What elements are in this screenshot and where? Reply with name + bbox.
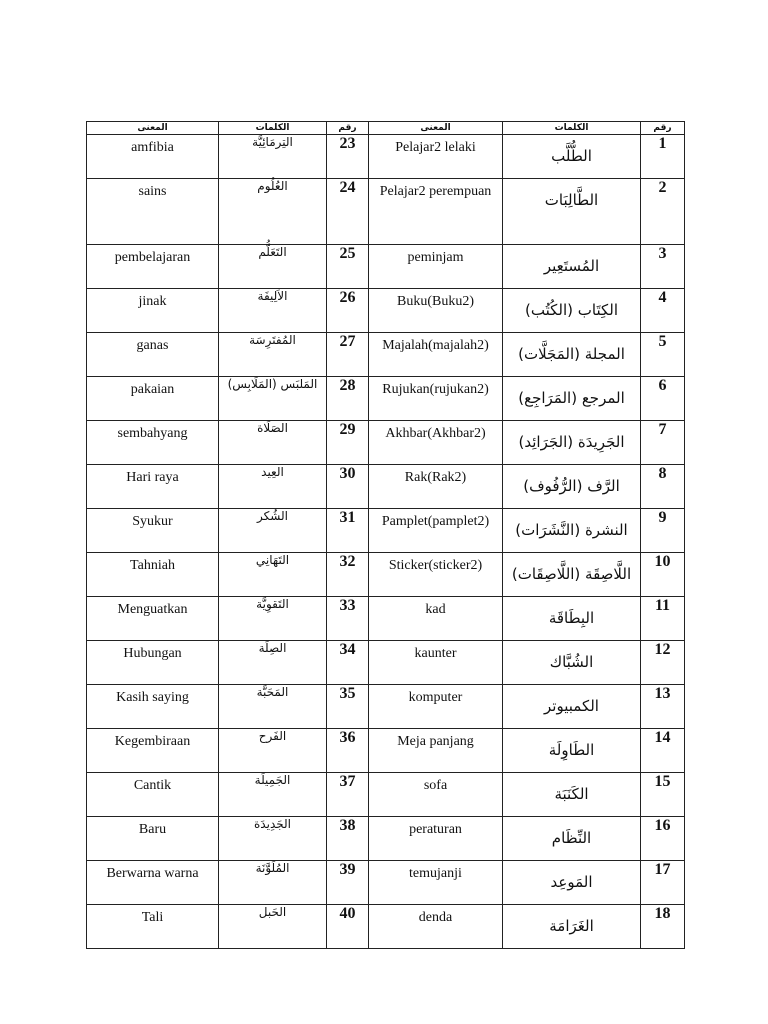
- right-number-cell: 18: [641, 905, 685, 949]
- right-number-cell: 17: [641, 861, 685, 905]
- left-meaning-cell: Cantik: [87, 773, 219, 817]
- left-arabic-word-cell: المُلَوَّنَة: [219, 861, 327, 905]
- right-meaning-cell: temujanji: [369, 861, 503, 905]
- left-arabic-word-cell: التَهَانِي: [219, 553, 327, 597]
- header-words-right: الكلمات: [503, 122, 641, 135]
- left-number-cell: 36: [327, 729, 369, 773]
- right-number-cell: 1: [641, 135, 685, 179]
- left-number-cell: 30: [327, 465, 369, 509]
- left-meaning-cell: sains: [87, 179, 219, 245]
- table-row: [87, 773, 685, 817]
- right-number-cell: 9: [641, 509, 685, 553]
- right-meaning-cell: Rak(Rak2): [369, 465, 503, 509]
- table-row: [87, 509, 685, 553]
- left-arabic-word-cell: التِرمَائِيَّة: [219, 135, 327, 179]
- left-number-cell: 28: [327, 377, 369, 421]
- left-arabic-word-cell: المَلبَس (المَلَابِس): [219, 377, 327, 421]
- right-arabic-word-cell: المجلة (المَجَلَّات): [503, 333, 641, 377]
- table-row: [87, 685, 685, 729]
- left-meaning-cell: jinak: [87, 289, 219, 333]
- table-row: [87, 333, 685, 377]
- table-row: [87, 553, 685, 597]
- header-meaning-left: المعنى: [87, 122, 219, 135]
- left-meaning-cell: Syukur: [87, 509, 219, 553]
- left-number-cell: 38: [327, 817, 369, 861]
- left-arabic-word-cell: الجَمِيلَة: [219, 773, 327, 817]
- left-meaning-cell: pembelajaran: [87, 245, 219, 289]
- left-arabic-word-cell: العُلُوم: [219, 179, 327, 245]
- right-number-cell: 7: [641, 421, 685, 465]
- left-arabic-word-cell: المَحَبَّة: [219, 685, 327, 729]
- table-header-row: [87, 122, 685, 135]
- table-row: [87, 421, 685, 465]
- left-number-cell: 37: [327, 773, 369, 817]
- left-meaning-cell: Tali: [87, 905, 219, 949]
- right-meaning-cell: komputer: [369, 685, 503, 729]
- right-arabic-word-cell: المرجع (المَرَاجِع): [503, 377, 641, 421]
- left-meaning-cell: Tahniah: [87, 553, 219, 597]
- table-row: [87, 729, 685, 773]
- right-arabic-word-cell: الكِتَاب (الكُتُب): [503, 289, 641, 333]
- left-meaning-cell: Kegembiraan: [87, 729, 219, 773]
- left-arabic-word-cell: الجَدِيدَة: [219, 817, 327, 861]
- left-number-cell: 33: [327, 597, 369, 641]
- left-meaning-cell: sembahyang: [87, 421, 219, 465]
- right-meaning-cell: Akhbar(Akhbar2): [369, 421, 503, 465]
- right-arabic-word-cell: البِطَاقَة: [503, 597, 641, 641]
- left-meaning-cell: Baru: [87, 817, 219, 861]
- left-meaning-cell: Hari raya: [87, 465, 219, 509]
- right-number-cell: 15: [641, 773, 685, 817]
- table-row: [87, 817, 685, 861]
- table-row: [87, 135, 685, 179]
- left-number-cell: 32: [327, 553, 369, 597]
- table-row: [87, 861, 685, 905]
- header-meaning-right: المعنى: [369, 122, 503, 135]
- right-number-cell: 10: [641, 553, 685, 597]
- right-meaning-cell: Rujukan(rujukan2): [369, 377, 503, 421]
- table-row: [87, 179, 685, 245]
- right-number-cell: 3: [641, 245, 685, 289]
- left-number-cell: 35: [327, 685, 369, 729]
- right-arabic-word-cell: الشُبَّاك: [503, 641, 641, 685]
- right-arabic-word-cell: الكمبيوتر: [503, 685, 641, 729]
- right-arabic-word-cell: النشرة (النَّشَرَات): [503, 509, 641, 553]
- right-arabic-word-cell: الرَّف (الرُّفُوف): [503, 465, 641, 509]
- right-meaning-cell: denda: [369, 905, 503, 949]
- left-number-cell: 26: [327, 289, 369, 333]
- left-meaning-cell: Menguatkan: [87, 597, 219, 641]
- right-number-cell: 14: [641, 729, 685, 773]
- right-meaning-cell: Pamplet(pamplet2): [369, 509, 503, 553]
- right-meaning-cell: peraturan: [369, 817, 503, 861]
- right-meaning-cell: peminjam: [369, 245, 503, 289]
- left-arabic-word-cell: الفَرح: [219, 729, 327, 773]
- left-meaning-cell: Kasih saying: [87, 685, 219, 729]
- left-arabic-word-cell: الاَلِيفَة: [219, 289, 327, 333]
- right-arabic-word-cell: الكَنَبَة: [503, 773, 641, 817]
- header-words-left: الكلمات: [219, 122, 327, 135]
- right-number-cell: 12: [641, 641, 685, 685]
- right-meaning-cell: Pelajar2 lelaki: [369, 135, 503, 179]
- header-number-right: رقم: [641, 122, 685, 135]
- left-meaning-cell: amfibia: [87, 135, 219, 179]
- right-arabic-word-cell: اللَّاصِقَة (اللَّاصِقَات): [503, 553, 641, 597]
- right-number-cell: 2: [641, 179, 685, 245]
- table-row: [87, 289, 685, 333]
- left-number-cell: 31: [327, 509, 369, 553]
- right-arabic-word-cell: الطَّالِبَات: [503, 179, 641, 245]
- left-arabic-word-cell: التَقوِيَّة: [219, 597, 327, 641]
- right-number-cell: 4: [641, 289, 685, 333]
- left-meaning-cell: pakaian: [87, 377, 219, 421]
- right-meaning-cell: kad: [369, 597, 503, 641]
- header-number-left: رقم: [327, 122, 369, 135]
- table-row: [87, 377, 685, 421]
- left-arabic-word-cell: الشُكر: [219, 509, 327, 553]
- left-arabic-word-cell: المُفتَرِسَة: [219, 333, 327, 377]
- right-number-cell: 6: [641, 377, 685, 421]
- left-arabic-word-cell: الصَلَاة: [219, 421, 327, 465]
- left-arabic-word-cell: العِيد: [219, 465, 327, 509]
- left-number-cell: 27: [327, 333, 369, 377]
- right-meaning-cell: Majalah(majalah2): [369, 333, 503, 377]
- left-meaning-cell: Hubungan: [87, 641, 219, 685]
- right-meaning-cell: Sticker(sticker2): [369, 553, 503, 597]
- right-number-cell: 8: [641, 465, 685, 509]
- right-meaning-cell: Pelajar2 perempuan: [369, 179, 503, 245]
- right-arabic-word-cell: الطُّلَّب: [503, 135, 641, 179]
- left-number-cell: 34: [327, 641, 369, 685]
- table-row: [87, 641, 685, 685]
- left-meaning-cell: ganas: [87, 333, 219, 377]
- left-number-cell: 24: [327, 179, 369, 245]
- table-body: [87, 135, 685, 949]
- right-number-cell: 11: [641, 597, 685, 641]
- left-meaning-cell: Berwarna warna: [87, 861, 219, 905]
- right-arabic-word-cell: المَوعِد: [503, 861, 641, 905]
- right-meaning-cell: Buku(Buku2): [369, 289, 503, 333]
- right-arabic-word-cell: الطَاوِلَة: [503, 729, 641, 773]
- table-row: [87, 465, 685, 509]
- right-arabic-word-cell: الجَرِيدَة (الجَرَائِد): [503, 421, 641, 465]
- left-number-cell: 39: [327, 861, 369, 905]
- right-number-cell: 16: [641, 817, 685, 861]
- right-meaning-cell: sofa: [369, 773, 503, 817]
- vocabulary-table: [86, 121, 685, 949]
- right-meaning-cell: kaunter: [369, 641, 503, 685]
- right-number-cell: 13: [641, 685, 685, 729]
- left-arabic-word-cell: التَعَلُّم: [219, 245, 327, 289]
- right-arabic-word-cell: الغَرَامَة: [503, 905, 641, 949]
- table-row: [87, 597, 685, 641]
- left-arabic-word-cell: الحَبل: [219, 905, 327, 949]
- right-arabic-word-cell: المُستَعِير: [503, 245, 641, 289]
- table-row: [87, 905, 685, 949]
- left-number-cell: 25: [327, 245, 369, 289]
- right-arabic-word-cell: النِّظَام: [503, 817, 641, 861]
- table-row: [87, 245, 685, 289]
- left-arabic-word-cell: الصِلَة: [219, 641, 327, 685]
- left-number-cell: 29: [327, 421, 369, 465]
- left-number-cell: 40: [327, 905, 369, 949]
- left-number-cell: 23: [327, 135, 369, 179]
- right-meaning-cell: Meja panjang: [369, 729, 503, 773]
- right-number-cell: 5: [641, 333, 685, 377]
